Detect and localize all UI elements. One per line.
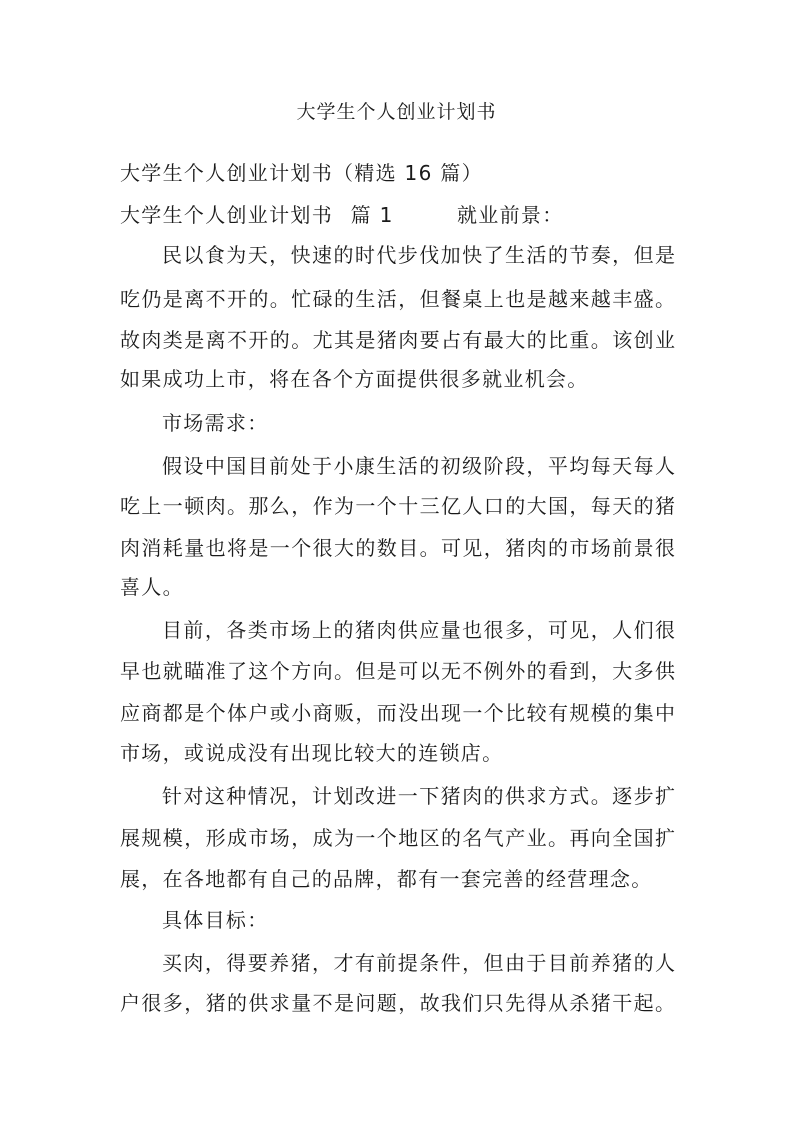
section-heading-name: 大学生个人创业计划书 xyxy=(120,203,333,227)
paragraph-line: 展规模，形成市场，成为一个地区的名气产业。再向全国扩 xyxy=(120,826,675,850)
paragraph-line: 市场，或说成没有出现比较大的连锁店。 xyxy=(120,741,504,765)
paragraph-line: 吃仍是离不开的。忙碌的生活，但餐桌上也是越来越丰盛。 xyxy=(120,287,675,311)
section-heading-part: 篇 1 xyxy=(350,203,394,227)
paragraph-line: 故肉类是离不开的。尤其是猪肉要占有最大的比重。该创业 xyxy=(120,328,675,352)
section-heading-topic: 就业前景： xyxy=(457,203,564,227)
paragraph-line: 假设中国目前处于小康生活的初级阶段，平均每天每人 xyxy=(162,454,675,478)
paragraph-line: 买肉，得要养猪，才有前提条件，但由于目前养猪的人 xyxy=(162,951,675,975)
paragraph-line: 针对这种情况，计划改进一下猪肉的供求方式。逐步扩 xyxy=(162,784,675,808)
document-subtitle: 大学生个人创业计划书（精选 16 篇） xyxy=(120,161,483,185)
paragraph-line: 展，在各地都有自己的品牌，都有一套完善的经营理念。 xyxy=(120,867,653,891)
paragraph-line: 目前，各类市场上的猪肉供应量也很多，可见，人们很 xyxy=(162,618,675,642)
paragraph-line: 吃上一顿肉。那么，作为一个十三亿人口的大国，每天的猪 xyxy=(120,494,675,518)
paragraph-line: 早也就瞄准了这个方向。但是可以无不例外的看到，大多供 xyxy=(120,659,675,683)
paragraph-line: 喜人。 xyxy=(120,575,184,599)
section-label: 具体目标： xyxy=(162,908,269,932)
section-heading xyxy=(120,200,564,230)
paragraph-line: 户很多，猪的供求量不是问题，故我们只先得从杀猪干起。 xyxy=(120,991,675,1015)
section-label: 市场需求： xyxy=(162,411,269,435)
paragraph-line: 民以食为天，快速的时代步伐加快了生活的节奏，但是 xyxy=(162,243,675,267)
paragraph-line: 应商都是个体户或小商贩，而没出现一个比较有规模的集中 xyxy=(120,701,675,725)
document-title: 大学生个人创业计划书 xyxy=(296,101,497,123)
paragraph-line: 如果成功上市，将在各个方面提供很多就业机会。 xyxy=(120,367,589,391)
paragraph-line: 肉消耗量也将是一个很大的数目。可见，猪肉的市场前景很 xyxy=(120,536,675,560)
